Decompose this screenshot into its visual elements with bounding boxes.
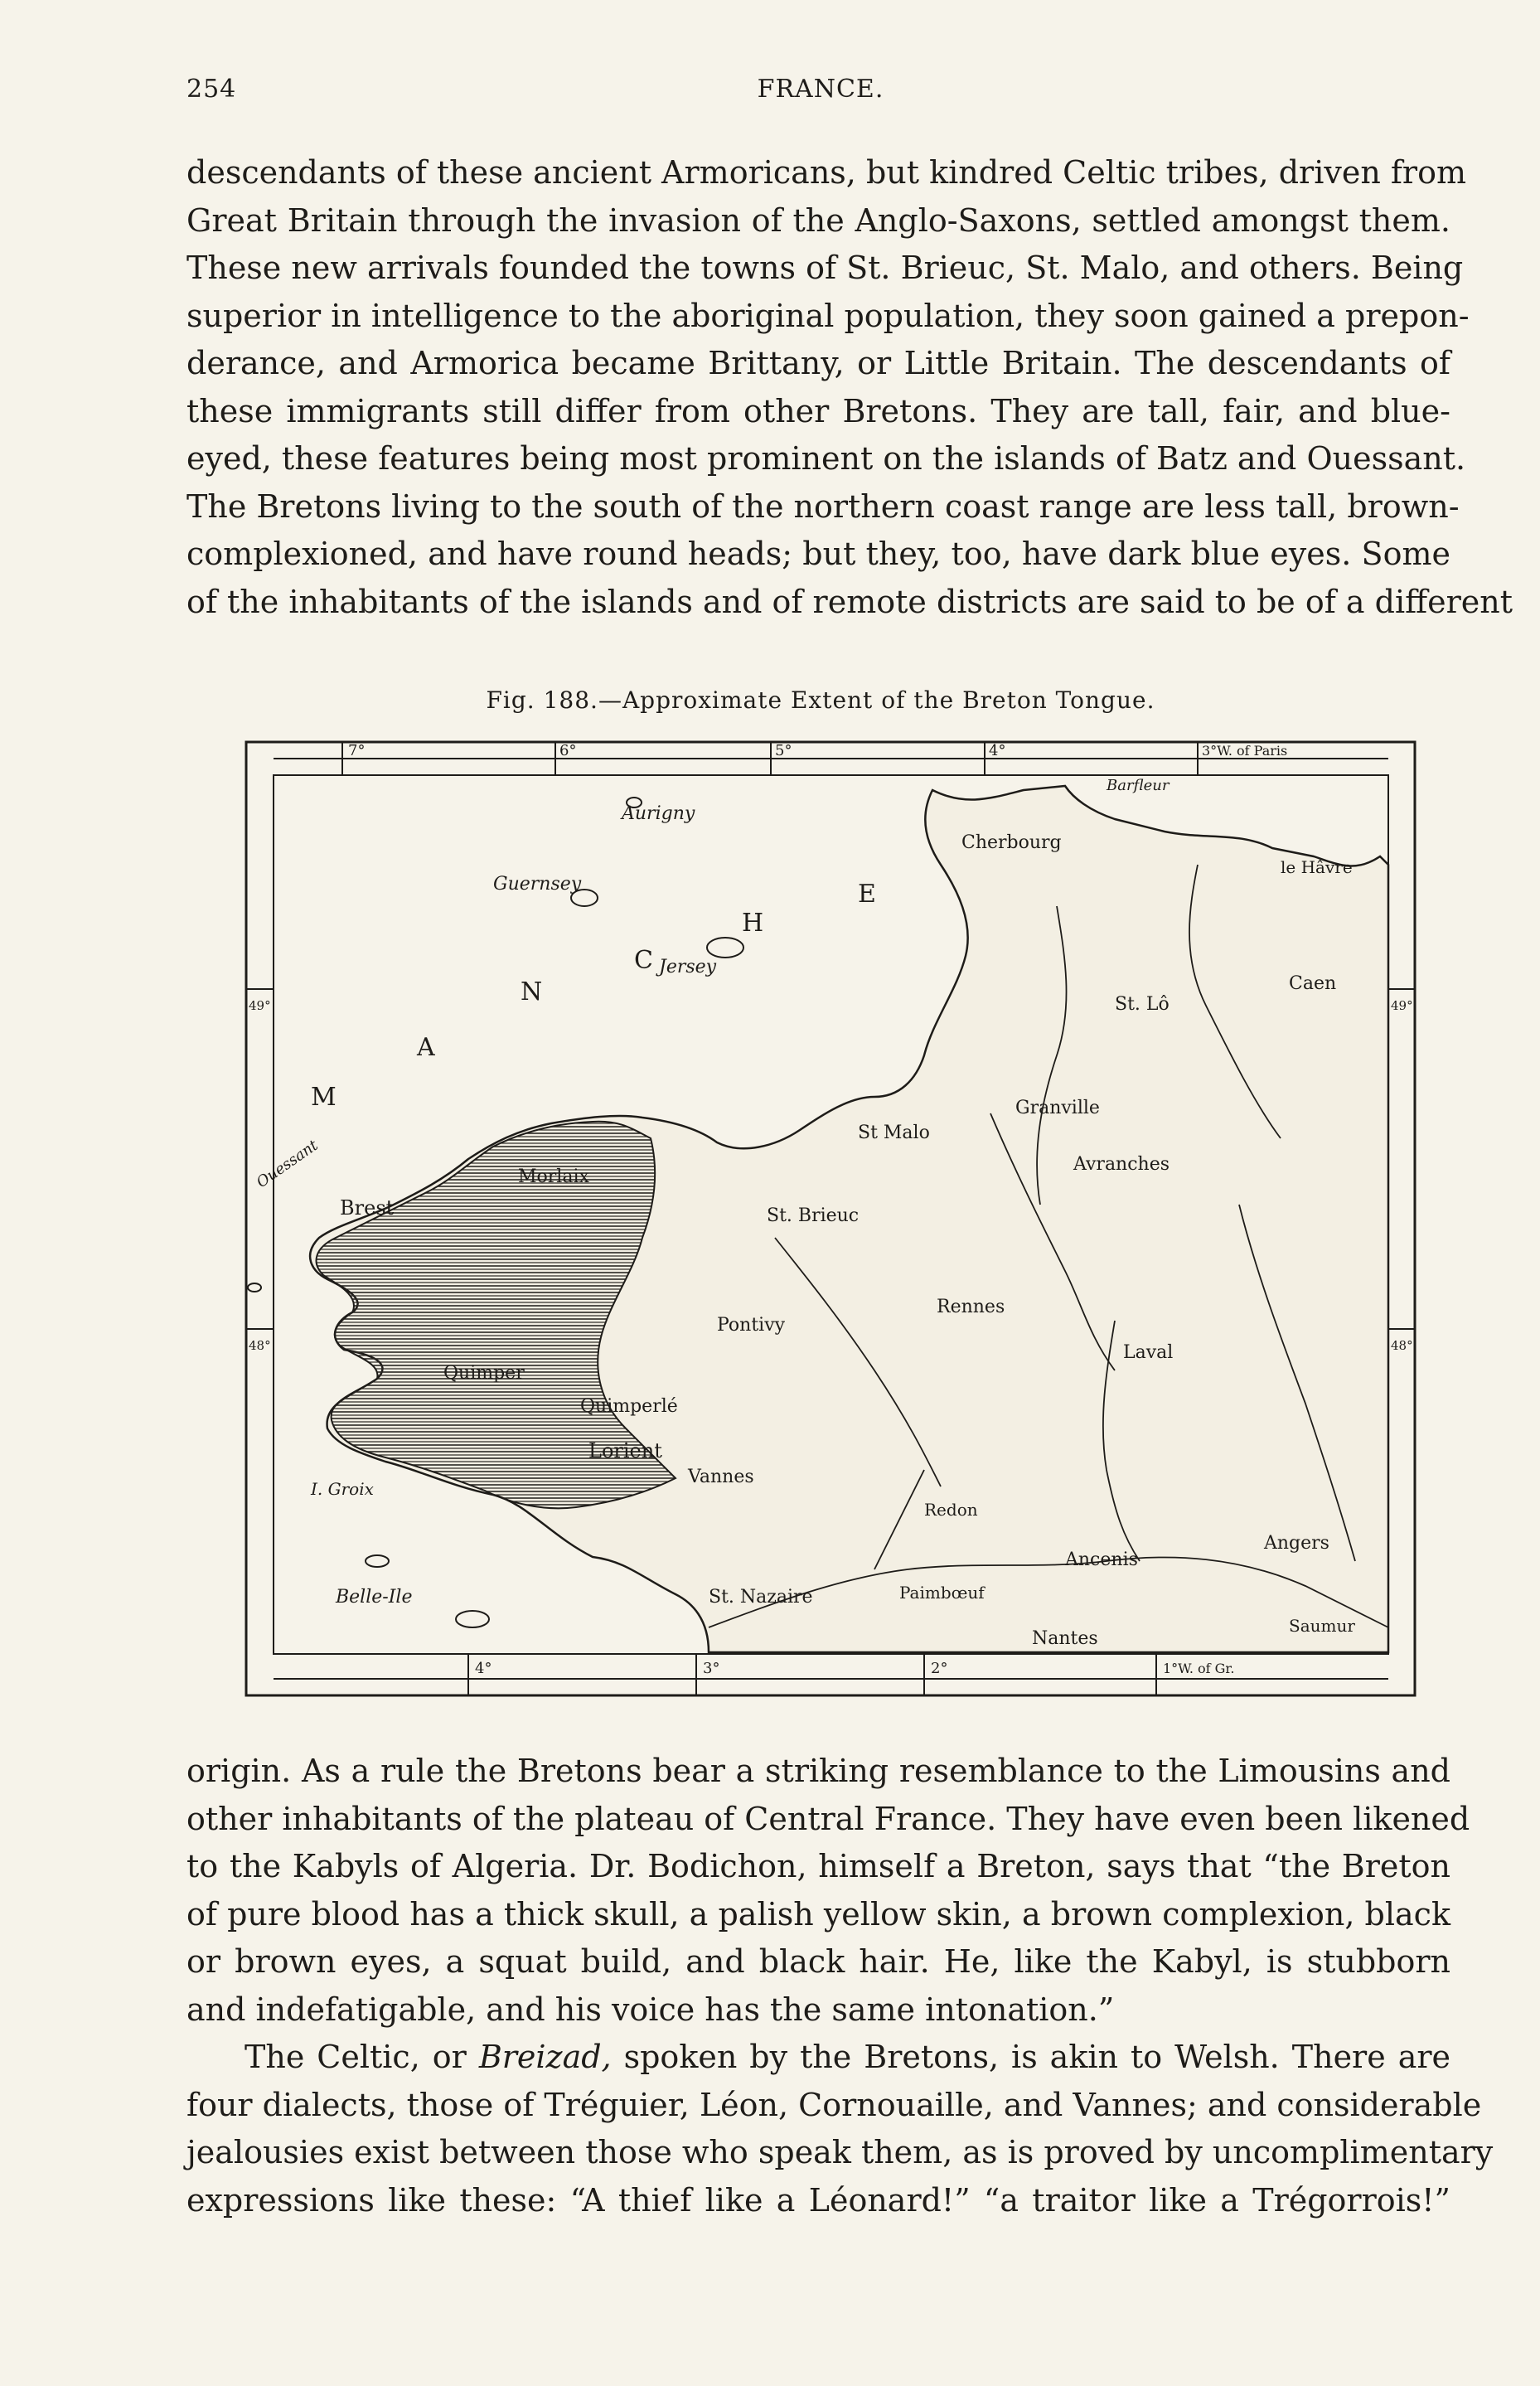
label-vannes: Vannes: [688, 1467, 754, 1487]
text-line: complexioned, and have round heads; but they, too, have dark blue eyes. Some: [186, 536, 1450, 572]
text-line: derance, and Armorica became Brittany, or Little Britain. The descendants of: [186, 345, 1450, 381]
running-head: [186, 75, 1455, 116]
text-run: The Celtic, or: [245, 2039, 479, 2075]
text-line: and indefatigable, and his voice has the same intonation.”: [186, 1991, 1115, 2028]
figure-caption: Fig. 188.—Approximate Extent of the Breton Tongue.: [486, 686, 1155, 714]
label-guernsey: Guernsey: [493, 874, 582, 895]
degree-label: 1°W. of Gr.: [1163, 1661, 1235, 1676]
text-line: these immigrants still differ from other Bretons. They are tall, fair, and blue-: [186, 392, 1450, 429]
label-ouessant: Ouessant: [253, 1137, 322, 1192]
text-line: expressions like these: “A thief like a Léonard!” “a traitor like a Trégorrois!”: [186, 2181, 1450, 2219]
label-granville: Granville: [1015, 1098, 1100, 1118]
text-run: spoken by the Bretons, is akin to Welsh. There are: [611, 2039, 1450, 2075]
label-i-groix: I. Groix: [311, 1479, 374, 1499]
paragraph-top: [186, 149, 1513, 626]
breton-tongue-map: [245, 740, 1417, 1698]
label-quimper: Quimper: [443, 1363, 525, 1384]
label-rennes: Rennes: [937, 1297, 1005, 1317]
degree-label: 3°: [703, 1660, 720, 1677]
latitude-label: 48°: [249, 1338, 271, 1353]
text-line: [186, 2034, 1450, 2082]
label-morlaix: Morlaix: [518, 1166, 589, 1187]
label-laval: Laval: [1123, 1342, 1174, 1363]
chapter-title: FRANCE.: [757, 75, 884, 104]
map-svg: [245, 740, 1417, 1698]
label-pontivy: Pontivy: [717, 1315, 786, 1336]
text-line: jealousies exist between those who speak them, as is proved by uncomplimentary: [186, 2134, 1494, 2170]
label-angers: Angers: [1264, 1533, 1329, 1554]
label-aurigny: Aurigny: [622, 803, 695, 824]
label-st-brieuc: St. Brieuc: [767, 1205, 860, 1226]
label-saumur: Saumur: [1289, 1616, 1355, 1636]
sea-letter: E: [858, 880, 876, 909]
degree-label: 2°: [931, 1660, 948, 1677]
label-st-malo: St Malo: [858, 1123, 930, 1143]
text-line: origin. As a rule the Bretons bear a striking resemblance to the Limousins and: [186, 1753, 1450, 1789]
label-jersey: Jersey: [659, 957, 717, 977]
label-belle-ile: Belle-Ile: [336, 1587, 413, 1608]
latitude-label: 48°: [1391, 1338, 1413, 1353]
degree-label: 7°: [348, 742, 366, 759]
label-nantes: Nantes: [1032, 1628, 1098, 1649]
text-line: Great Britain through the invasion of the Anglo-Saxons, settled amongst them.: [186, 201, 1450, 239]
text-line: The Bretons living to the south of the northern coast range are less tall, brown-: [186, 487, 1460, 525]
island-ouessant: [248, 1283, 261, 1292]
label-lorient: Lorient: [588, 1439, 662, 1462]
island-belle-ile: [456, 1611, 489, 1627]
text-line: of pure blood has a thick skull, a palish yellow skin, a brown complexion, black: [186, 1895, 1450, 1933]
page-number: 254: [186, 75, 237, 104]
sea-letter: H: [742, 909, 764, 938]
island-groix: [366, 1555, 389, 1567]
text-line: eyed, these features being most prominent on the islands of Batz and Ouessant.: [186, 440, 1466, 477]
degree-label: 4°: [475, 1660, 492, 1677]
label-caen: Caen: [1289, 973, 1337, 994]
sea-letter: N: [521, 977, 543, 1006]
latitude-label: 49°: [249, 998, 271, 1013]
label-quimperle: Quimperlé: [580, 1396, 678, 1417]
label-cherbourg: Cherbourg: [961, 832, 1062, 853]
text-line: four dialects, those of Tréguier, Léon, Cornouaille, and Vannes; and considerable: [186, 2086, 1482, 2123]
paragraph-bottom-2: [186, 2034, 1494, 2224]
label-barfleur: Barfleur: [1107, 777, 1170, 794]
text-line: These new arrivals founded the towns of St. Brieuc, St. Malo, and others. Being: [186, 250, 1464, 286]
sea-letter: A: [417, 1033, 435, 1062]
text-line: descendants of these ancient Armoricans, but kindred Celtic tribes, driven from: [186, 154, 1467, 191]
label-st-lo: St. Lô: [1115, 994, 1170, 1015]
degree-label: 5°: [775, 742, 792, 759]
label-brest: Brest: [340, 1196, 395, 1220]
text-line: superior in intelligence to the aboriginal population, they soon gained a prepon-: [186, 297, 1470, 334]
label-ancenis: Ancenis: [1065, 1549, 1138, 1570]
text-line: to the Kabyls of Algeria. Dr. Bodichon, himself a Breton, says that “the Breton: [186, 1848, 1450, 1884]
degree-label: 4°: [989, 742, 1006, 759]
italic-term: Breizad,: [478, 2039, 612, 2075]
text-line: of the inhabitants of the islands and of remote districts are said to be of a different: [186, 583, 1513, 620]
label-le-havre: le Hâvre: [1281, 857, 1353, 877]
label-avranches: Avranches: [1073, 1154, 1170, 1175]
label-redon: Redon: [924, 1500, 978, 1520]
text-line: or brown eyes, a squat build, and black hair. He, like the Kabyl, is stubborn: [186, 1943, 1450, 1980]
island-jersey: [707, 938, 743, 958]
label-paimboeuf: Paimbœuf: [899, 1583, 985, 1603]
latitude-label: 49°: [1391, 998, 1413, 1013]
sea-letter: M: [311, 1083, 337, 1112]
degree-label: 3°W. of Paris: [1202, 743, 1288, 759]
sea-letter: C: [634, 946, 653, 975]
text-line: other inhabitants of the plateau of Central France. They have even been likened: [186, 1800, 1470, 1837]
label-st-nazaire: St. Nazaire: [709, 1587, 813, 1608]
degree-label: 6°: [559, 742, 577, 759]
paragraph-bottom-1: [186, 1748, 1470, 2034]
